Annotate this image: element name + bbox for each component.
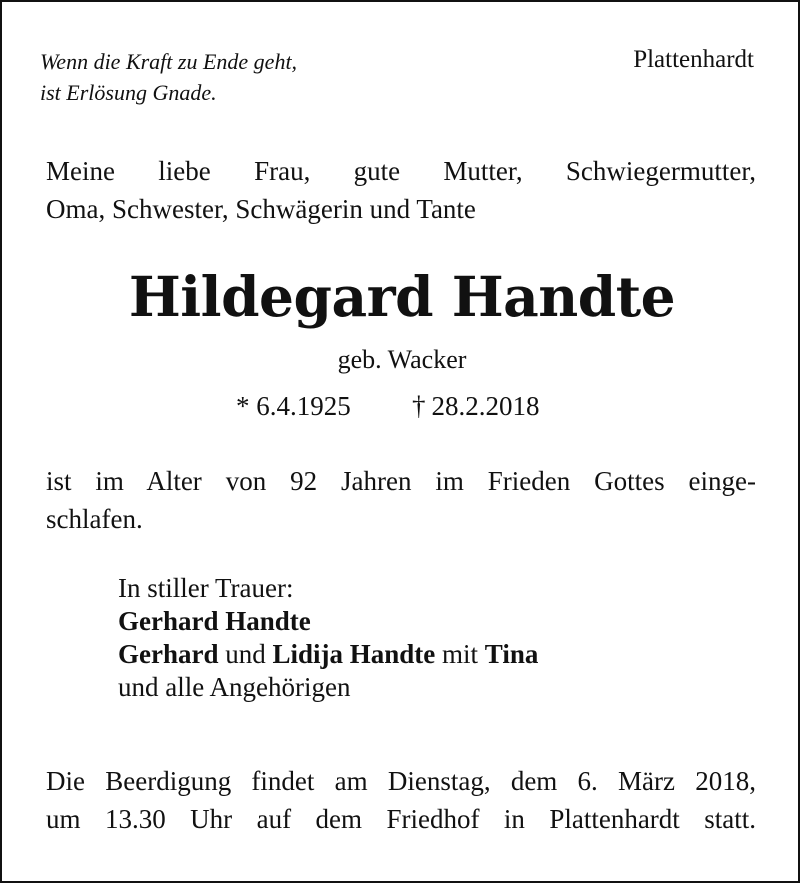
funeral-line-1: Die Beerdigung findet am Dienstag, dem 6. März 2018,: [46, 766, 756, 796]
mourners-block: [118, 572, 538, 704]
statement-text: [46, 462, 756, 538]
mourners-others: und alle Angehörigen: [118, 672, 351, 702]
statement-line-2: schlafen.: [46, 504, 143, 534]
mourner-line-2: [118, 638, 538, 671]
place-name: Plattenhardt: [633, 46, 754, 73]
intro-line-2: Oma, Schwester, Schwägerin und Tante: [46, 194, 476, 224]
mourner-name: Lidija Handte: [272, 639, 436, 669]
mourner-name: Tina: [484, 639, 539, 669]
cross-icon: †: [412, 391, 426, 421]
intro-text: [46, 152, 756, 228]
mourner-1: Gerhard Handte: [118, 606, 311, 636]
motto-line-2: ist Erlösung Gnade.: [40, 80, 217, 105]
death-date-group: [412, 391, 540, 422]
death-date: 28.2.2018: [431, 391, 540, 421]
funeral-line-2: um 13.30 Uhr auf dem Friedhof in Plattenhardt statt.: [46, 804, 756, 834]
mourning-heading: In stiller Trauer:: [118, 573, 294, 603]
birth-name: geb. Wacker: [337, 345, 467, 374]
conjunction: und: [225, 639, 266, 669]
motto-quote: [40, 46, 297, 108]
conjunction: mit: [442, 639, 479, 669]
motto-line-1: Wenn die Kraft zu Ende geht,: [40, 49, 298, 74]
birth-date: * 6.4.1925: [236, 391, 351, 421]
mourner-name: Gerhard: [118, 639, 219, 669]
funeral-info: [46, 762, 756, 838]
intro-line-1: Meine liebe Frau, gute Mutter, Schwiegermutter,: [46, 156, 756, 186]
deceased-name: Hildegard Handte: [128, 264, 676, 329]
statement-line-1: ist im Alter von 92 Jahren im Frieden Gottes einge-: [46, 466, 756, 496]
